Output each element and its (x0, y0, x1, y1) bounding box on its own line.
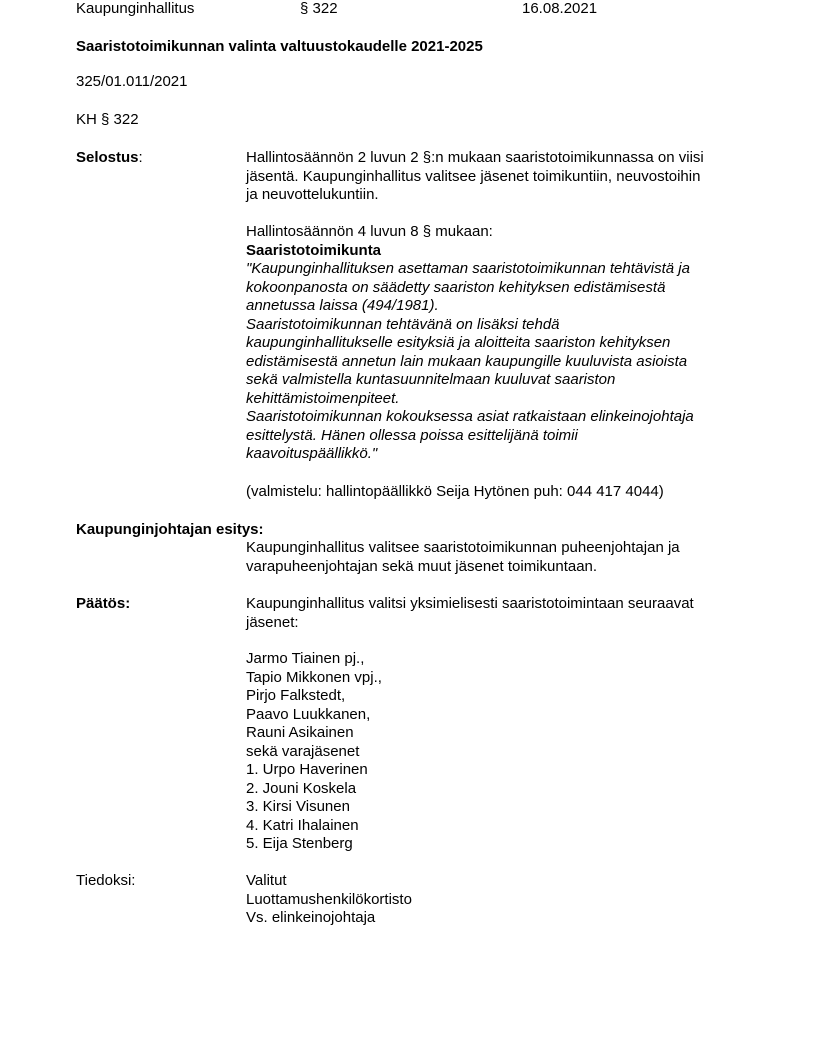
header-organ: Kaupunginhallitus (76, 0, 195, 17)
quote-line: kaavoituspäällikkö." (246, 445, 378, 462)
member-item: Paavo Luukkanen, (246, 705, 371, 723)
member-item: 1. Urpo Haverinen (246, 761, 368, 778)
member-item: Pirjo Falkstedt, (246, 687, 346, 704)
proposal-label: Kaupunginjohtajan esitys: (76, 521, 264, 538)
tiedoksi-item: Vs. elinkeinojohtaja (246, 909, 376, 926)
member-item: Jarmo Tiainen pj., (246, 650, 365, 667)
proposal-text (246, 539, 786, 576)
kh-section: KH § 322 (76, 111, 139, 128)
selostus-label (76, 149, 143, 167)
preparer-text: (valmistelu: hallintopäällikkö Seija Hytönen puh: 044 417 4044) (246, 483, 664, 500)
quote-line: edistämisestä annetun lain mukaan kaupungille kuuluvista asioista (246, 352, 688, 370)
header-date: 16.08.2021 (522, 0, 598, 17)
selostus-intro-line: Hallintosäännön 2 luvun 2 §:n mukaan saaristotoimikunnassa on viisi (246, 149, 704, 166)
member-item: sekä varajäsenet (246, 742, 360, 760)
quote-line: "Kaupunginhallituksen asettaman saaristotoimikunnan tehtävistä ja (246, 260, 690, 277)
member-item: 3. Kirsi Visunen (246, 798, 350, 815)
selostus-intro-line: jäsentä. Kaupunginhallitus valitsee jäsenet toimikuntiin, neuvostoihin (246, 167, 701, 185)
member-item: 2. Jouni Koskela (246, 779, 357, 797)
proposal-line: varapuheenjohtajan sekä muut jäsenet toimikuntaan. (246, 557, 598, 575)
quote-line: sekä valmistella kuntasuunnitelmaan kuuluvat saariston (246, 371, 616, 388)
member-item: Tapio Mikkonen vpj., (246, 668, 382, 686)
member-item: Rauni Asikainen (246, 724, 354, 741)
rule-title: Saaristotoimikunta (246, 241, 382, 259)
tiedoksi-item: Valitut (246, 872, 287, 889)
selostus-intro (246, 149, 786, 205)
selostus-intro-line: ja neuvottelukuntiin. (246, 186, 379, 203)
quote-line: Saaristotoimikunnan kokouksessa asiat ratkaistaan elinkeinojohtaja (246, 408, 694, 425)
rule-intro: Hallintosäännön 4 luvun 8 § mukaan: (246, 223, 493, 240)
header-section: § 322 (300, 0, 338, 17)
quote-line: Saaristotoimikunnan tehtävänä on lisäksi tehdä (246, 315, 560, 333)
quote-line: kokoonpanosta on säädetty saariston kehityksen edistämisestä (246, 278, 666, 296)
decision-intro-line: jäsenet: (246, 613, 299, 631)
member-item: 5. Eija Stenberg (246, 835, 353, 852)
selostus-label-text: Selostus (76, 149, 139, 166)
proposal-line: Kaupunginhallitus valitsee saaristotoimikunnan puheenjohtajan ja (246, 539, 680, 556)
document-title: Saaristotoimikunnan valinta valtuustokaudelle 2021-2025 (76, 38, 483, 55)
diary-number: 325/01.011/2021 (76, 73, 188, 90)
preparer-note (246, 483, 786, 502)
decision-intro-line: Kaupunginhallitus valitsi yksimielisesti saaristotoimintaan seuraavat (246, 595, 694, 612)
decision-intro (246, 595, 786, 632)
tiedoksi-list (246, 872, 786, 928)
quote-line: kaupunginhallitukselle esityksiä ja aloitteita saariston kehityksen (246, 334, 671, 351)
tiedoksi-label: Tiedoksi: (76, 872, 136, 889)
quote-line: esittelystä. Hänen ollessa poissa esittelijänä toimii (246, 426, 578, 444)
member-item: 4. Katri Ihalainen (246, 816, 359, 834)
quote-line: kehittämistoimenpiteet. (246, 389, 400, 407)
tiedoksi-item: Luottamushenkilökortisto (246, 890, 412, 908)
quote-line: annetussa laissa (494/1981). (246, 297, 439, 314)
decision-label: Päätös: (76, 595, 131, 612)
member-list (246, 650, 786, 854)
rule-block (246, 223, 786, 464)
selostus-label-colon: : (138, 149, 143, 166)
